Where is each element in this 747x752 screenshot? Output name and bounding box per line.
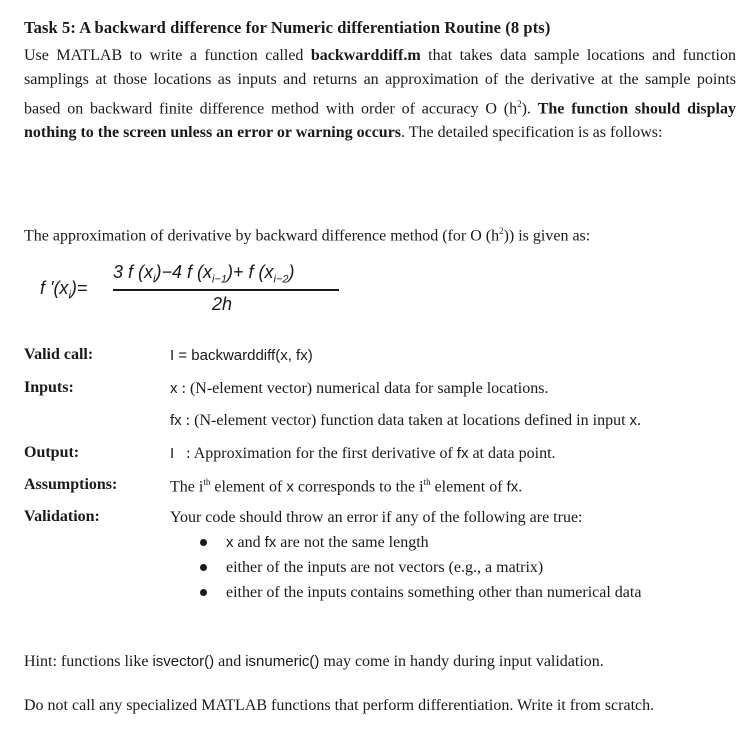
bullet-icon [200, 589, 207, 596]
validation-text: Your code should throw an error if any of the following are true: [170, 509, 583, 526]
output-name: I [170, 445, 175, 462]
hint-after: may come in handy during input validation. [319, 653, 604, 670]
formula-denominator: 2h [212, 294, 233, 314]
validation-bullet-list [196, 530, 641, 605]
assump-x: x [286, 478, 294, 496]
assump-a: The i [170, 478, 204, 496]
valid-call-value: I = backwarddiff(x, fx) [170, 347, 313, 364]
output-label: Output: [24, 444, 80, 461]
bullet1-and: and [233, 534, 265, 551]
assumptions-row [170, 477, 522, 496]
valid-call-label: Valid call: [24, 346, 94, 363]
closing-note: Do not call any specialized MATLAB functions that perform differentiation. Write it from scratch. [24, 697, 655, 714]
assump-c: corresponds to the i [293, 478, 424, 496]
list-item [196, 555, 641, 580]
hint-isnumeric: isnumeric() [245, 653, 320, 670]
assumptions-label: Assumptions: [24, 476, 118, 493]
task-title: Task 5: A backward difference for Numeric differentiation Routine (8 pts) [24, 18, 551, 37]
intro-bold-requirement: The function should display nothing to the screen unless an error or warning occurs [24, 100, 736, 142]
assump-fx: fx [506, 478, 519, 496]
intro-order-sup: 2 [517, 99, 522, 109]
input-fx-desc: : (N-element vector) function data taken at locations defined in input [181, 412, 630, 429]
output-fx: fx [456, 445, 469, 462]
bullet1-x: x [226, 534, 234, 551]
num-d: ) [288, 262, 295, 282]
input-x-row [170, 380, 548, 398]
num-a: 3 f (x [113, 262, 154, 282]
formula-lhs [40, 278, 87, 302]
num-c-sub: i−2 [273, 273, 289, 286]
validation-label: Validation: [24, 508, 100, 525]
bullet-icon [200, 539, 207, 546]
lhs-f: f '(x [40, 278, 69, 298]
list-item [196, 530, 641, 555]
intro-text-4: . The detailed specification is as follows: [401, 124, 663, 142]
approx-text-before: The approximation of derivative by backward difference method (for O (h [24, 227, 500, 245]
bullet-icon [200, 564, 207, 571]
intro-text-3: ). [521, 100, 538, 118]
bullet3-text: either of the inputs contains something other than numerical data [226, 584, 642, 601]
assump-b: element of [210, 478, 287, 496]
input-x-name: x [170, 380, 178, 397]
approx-sup: 2 [499, 226, 504, 236]
output-desc: : Approximation for the first derivative of [174, 445, 457, 462]
num-b-sub: i−1 [211, 273, 227, 286]
approximation-statement [24, 226, 590, 245]
input-fx-ref: x [629, 412, 638, 429]
num-a-sub: i [153, 273, 156, 286]
input-fx-name: fx [170, 412, 182, 429]
bullet2-text: either of the inputs are not vectors (e.g., a matrix) [226, 559, 544, 576]
task-intro [24, 44, 736, 145]
assump-e: . [518, 478, 523, 496]
formula-numerator [113, 262, 295, 286]
hint-before: Hint: functions like [24, 653, 153, 670]
hint-text [24, 653, 604, 671]
output-desc-after: at data point. [468, 445, 556, 462]
hint-isvector: isvector() [152, 653, 215, 670]
inputs-label: Inputs: [24, 379, 74, 396]
assump-sup2: th [423, 477, 431, 487]
hint-mid: and [214, 653, 246, 670]
intro-text-1: Use MATLAB to write a function called [24, 47, 311, 64]
num-c: )+ f (x [226, 262, 274, 282]
approx-text-after: )) is given as: [503, 227, 591, 245]
bullet1-fx: fx [264, 534, 277, 551]
assump-sup1: th [203, 477, 211, 487]
input-x-desc: : (N-element vector) numerical data for sample locations. [177, 380, 549, 397]
input-fx-row [170, 412, 641, 430]
bullet1-rest: are not the same length [276, 534, 429, 551]
derivative-formula [40, 262, 360, 322]
output-row [170, 445, 556, 463]
num-b: )−4 f (x [155, 262, 212, 282]
input-fx-end: . [637, 412, 642, 429]
fraction-bar [113, 289, 339, 291]
function-name: backwarddiff.m [310, 47, 421, 64]
lhs-close: )= [70, 278, 88, 298]
lhs-sub: i [68, 289, 71, 302]
assump-d: element of [430, 478, 507, 496]
intro-text-2: that takes data sample locations and function samplings at those locations as inputs and returns an approximation of the derivative at the sample points based on backward finite difference method with order of accuracy O (h [24, 47, 736, 118]
list-item [196, 580, 641, 605]
